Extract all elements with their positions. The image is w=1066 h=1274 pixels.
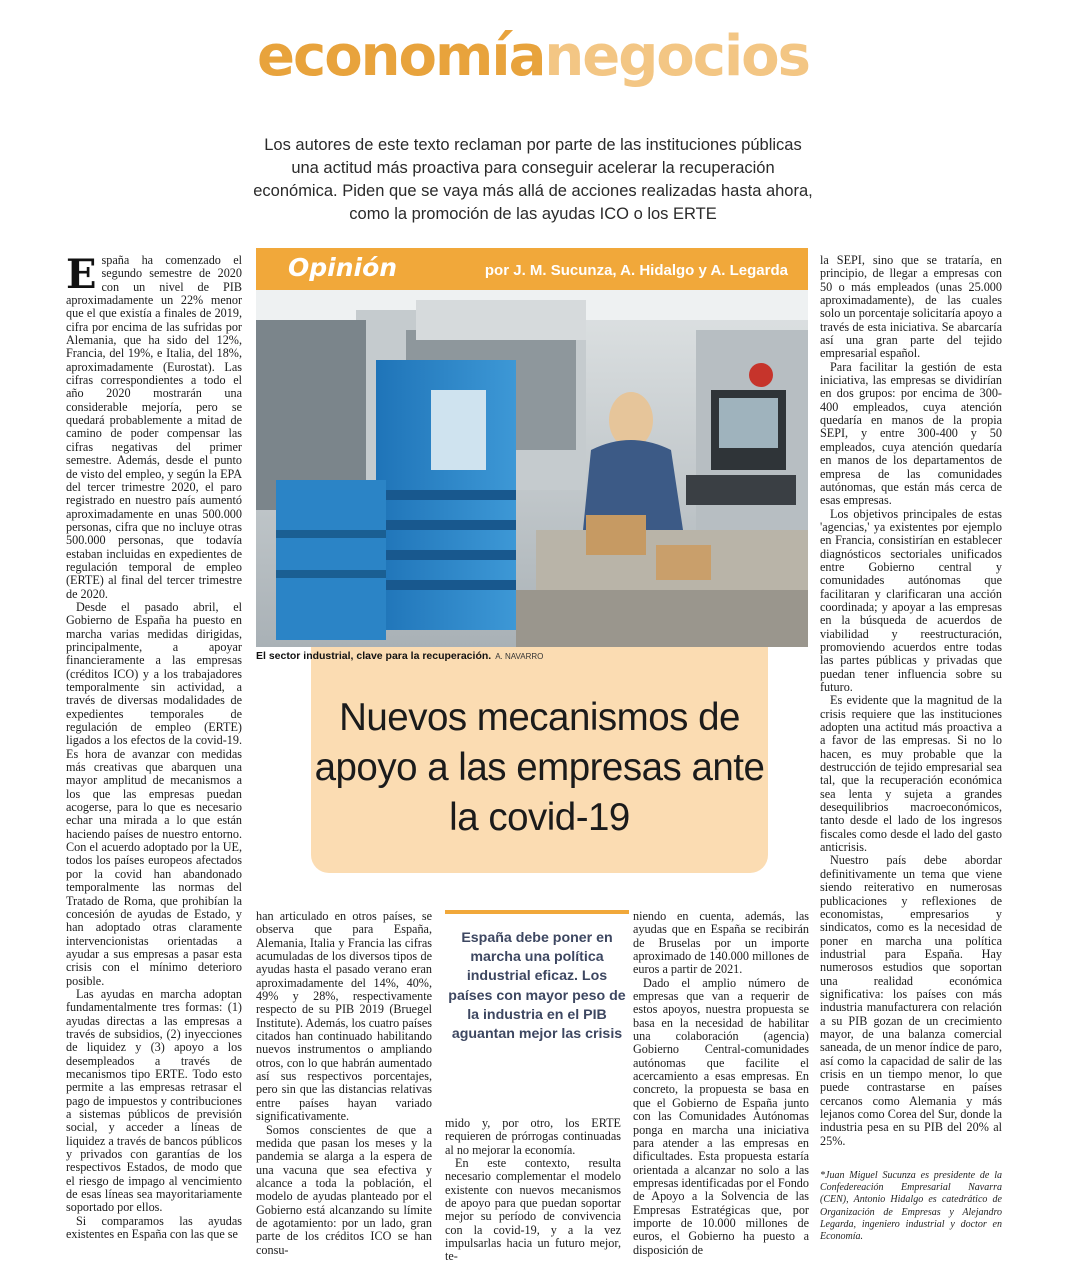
opinion-label: Opinión (288, 253, 398, 282)
article-column-4 (633, 910, 809, 1257)
masthead-word-negocios: negocios (544, 24, 809, 89)
paragraph: Dado el amplio número de empresas que van a requerir de estos apoyos, nuestra propuesta se basa en la necesidad de habilitar una colaboración (agencia) Gobierno Central-comunidades autónomas que facilite el acercamiento a esas empresas. En concreto, la propuesta se basa en que el Gobierno de España junto con las Comunidades Autónomas ponga en marcha una iniciativa para atender a las empresas en dificultades. Esta propuesta estaría orientada a alcanzar no solo a las empresas identificadas por el Fondo de Apoyo a la Solvencia de las Empresas Estratégicas que, por importe de 10.000 millones de euros, el Gobierno ha puesto a disposición de (633, 975, 809, 1257)
paragraph: Es evidente que la magnitud de la crisis requiere que las instituciones adopten una actitud más proactiva a a favor de las empresas. Si no lo hacen, es muy probable que la destrucción de tejido empresarial sea tal, que la recuperación económica sea lenta y sujeta a grandes desequilibrios macroeconómicos, tanto desde el lado de los ingresos fiscales como desde el lado del gasto anticrisis. (820, 693, 1002, 855)
byline: por J. M. Sucunza, A. Hidalgo y A. Legarda (484, 262, 788, 279)
article-photo (256, 290, 808, 647)
article-headline: Nuevos mecanismos de apoyo a las empresas ante la covid-19 (314, 696, 765, 839)
article-column-5 (820, 254, 1002, 1148)
caption-text: El sector industrial, clave para la recuperación. (256, 650, 492, 662)
paragraph: Si comparamos las ayudas existentes en España con las que se (66, 1213, 242, 1242)
pullquote-rule (445, 910, 629, 914)
article-column-1 (66, 251, 242, 1242)
factory-photo-illustration (256, 290, 808, 647)
paragraph: Las ayudas en marcha adoptan fundamentalmente tres formas: (1) ayudas directas a las empresas a través de subsidios, (2) inyecciones de liquidez y (3) apoyo a los desempleados a través de mecanismos tipo ERTE. Todo esto permite a las empresas retrasar el pago de impuestos y contribuciones a sistemas públicos de previsión social, y acceder a líneas de liquidez a través de bancos públicos y privados con garantías de los respectivos Estados, de modo que el riesgo de impago al vencimiento de esas líneas sea mayoritariamente soportado por ellos. (66, 986, 242, 1215)
opinion-banner (256, 248, 808, 290)
paragraph: la SEPI, sino que se trataría, en principio, de llegar a empresas con 50 o más empleados (unas 25.000 aproximadamente), de las cuales solo un porcentaje solicitaría apoyo a través de esta iniciativa. Se abarcaría así una gran parte del tejido empresarial español. (820, 253, 1002, 361)
paragraph: En este contexto, resulta necesario complementar el modelo existente con nuevos mecanismos de apoyo para que puedan soportar mejor su período de convivencia con la covid-19, y a la vez impulsarlas hacia un futuro mejor, te- (445, 1156, 621, 1264)
paragraph: Desde el pasado abril, el Gobierno de España ha puesto en marcha varias medidas dirigidas, principalmente, a apoyar financieramente a las empresas (créditos ICO) y a los trabajadores temporalmente sin actividad, a través de diversas modalidades de expedientes temporales de regulación de empleo (ERTE) ligados a los efectos de la covid-19. Es hora de avanzar con medidas más creativas que abarquen una mayor amplitud de mecanismos a los que las empresas puedan acogerse, para lo que es necesario echar una mirada a lo que están haciendo países de nuestro entorno. Con el acuerdo adoptado por la UE, todos los países europeos afectados por la covid han abandonado temporalmente las normas del Tratado de Roma, que prohibían la concesión de ayudas de Estado, y han adoptado otras claramente intervencionistas orientadas a ayudar a sus empresas a pasar esta crisis con el mínimo deterioro posible. (66, 599, 242, 988)
masthead-word-economia: economía (257, 24, 545, 89)
paragraph: mido y, por otro, los ERTE requieren de prórrogas continuadas al no mejorar la economía. (445, 1116, 621, 1157)
pullquote: España debe poner en marcha una política industrial eficaz. Los países con mayor peso de la industria en el PIB aguantan mejor las crisis (448, 930, 626, 1043)
article-column-2 (256, 910, 432, 1257)
paragraph: Los objetivos principales de estas 'agencias,' ya existentes por ejemplo en Francia, consistirían en establecer diagnósticos sectoriales unificados entre Gobierno central y comunidades autónomas que facilitaran y clarificaran una acción coordinada; y apoyar a las empresas en la búsqueda de acuerdos de viabilidad y reestructuración, promoviendo acuerdos entre todas las partes públicas y privadas que puedan tener influencia sobre su futuro. (820, 506, 1002, 694)
article-standfirst: Los autores de este texto reclaman por parte de las instituciones públicas una actitud más proactiva para conseguir acelerar la recuperación económica. Piden que se vaya más allá de acciones realizadas hasta ahora, como la promoción de las ayudas ICO o los ERTE (253, 136, 813, 223)
author-note: *Juan Miguel Sucunza es presidente de la Confedereación Empresarial Navarra (CEN), Antonio Hidalgo es catedrático de Organización de Empresas y Alejandro Legarda, ingeniero industrial y doctor en Economía. (820, 1170, 1002, 1243)
paragraph: Para facilitar la gestión de esta iniciativa, las empresas se dividirían en dos grupos: por encima de 300-400 empleados, cuya atención quedaría en manos de la propia SEPI, y entre 300-400 y 50 empleados, cuya atención quedaría en manos de los departamentos de empresa de las comunidades autónomas, que están más cerca de esas empresas. (820, 359, 1002, 508)
section-masthead (0, 22, 1066, 92)
photo-credit: A. NAVARRO (495, 652, 544, 661)
paragraph: niendo en cuenta, además, las ayudas que en España se recibirán de Bruselas por un importe aproximado de 140.000 millones de euros a partir de 2021. (633, 909, 809, 977)
paragraph: Nuestro país debe abordar definitivamente un tema que viene siendo reiterativo en numerosas publicaciones y reflexiones de economistas, empresarios y sindicatos, como es la necesidad de poner en marcha una política industrial para España. Hay numerosos estudios que soportan una realidad económica significativa: los países con más industria manufacturera con relación a su PIB gozan de un crecimiento mayor, de una balanza comercial saneada, de un menor índice de paro, así como la capacidad de salir de las crisis en un tiempo menor, lo que puede contrastarse en países cercanos como Alemania y más lejanos como Corea del Sur, donde la industria pesa en su PIB del 20% al 25%. (820, 853, 1002, 1148)
article-column-3 (445, 1117, 621, 1264)
drop-cap: E (66, 251, 97, 298)
paragraph: Somos conscientes de que a medida que pasan los meses y la pandemia se alarga a la espera de una vacuna que sea efectiva y alcance a toda la población, el modelo de ayudas planteado por el Gobierno está alcanzando su límite de agotamiento: por un lado, gran parte de los créditos ICO se han consu- (256, 1122, 432, 1257)
paragraph: han articulado en otros países, se observa que para España, Alemania, Italia y Francia las cifras acumuladas de los diversos tipos de ayudas hasta el pasado verano eran aproximadamente del 14%, 40%, 49% y 28%, respectivamente respecto de su PIB 2019 (Bruegel Institute). Además, los cuatro países citados han continuado habilitando nuevos instrumentos o ampliando otros, con lo que habrán aumentado así sus respectivos porcentajes, pero sin que las distancias relativas entre países hayan variado significativamente. (256, 909, 433, 1124)
photo-caption (256, 650, 816, 662)
paragraph: España ha comenzado el segundo semestre de 2020 con un nivel de PIB aproximadamente un 22% menor que el que existía a finales de 2019, cifra por encima de las sufridas por Alemania, que ha sido del 12%, Francia, del 19%, e Italia, del 18%, aproximadamente (Eurostat). Las cifras correspondientes a todo el año 2020 mostrarán una considerable mejoría, pero se quedará probablemente a mitad de camino de poder compensar las cifras negativas del primer semestre. Además, desde el punto de visto del empleo, y según la EPA del tercer trimestre 2020, el paro registrado en nuestro país aumentó aproximadamente en unas 500.000 personas, cifra que no incluye otras 500.000 personas, que todavía estaban incluidas en expedientes de regulación temporal de empleo (ERTE) al final del tercer trimestre de 2020. (66, 251, 242, 601)
